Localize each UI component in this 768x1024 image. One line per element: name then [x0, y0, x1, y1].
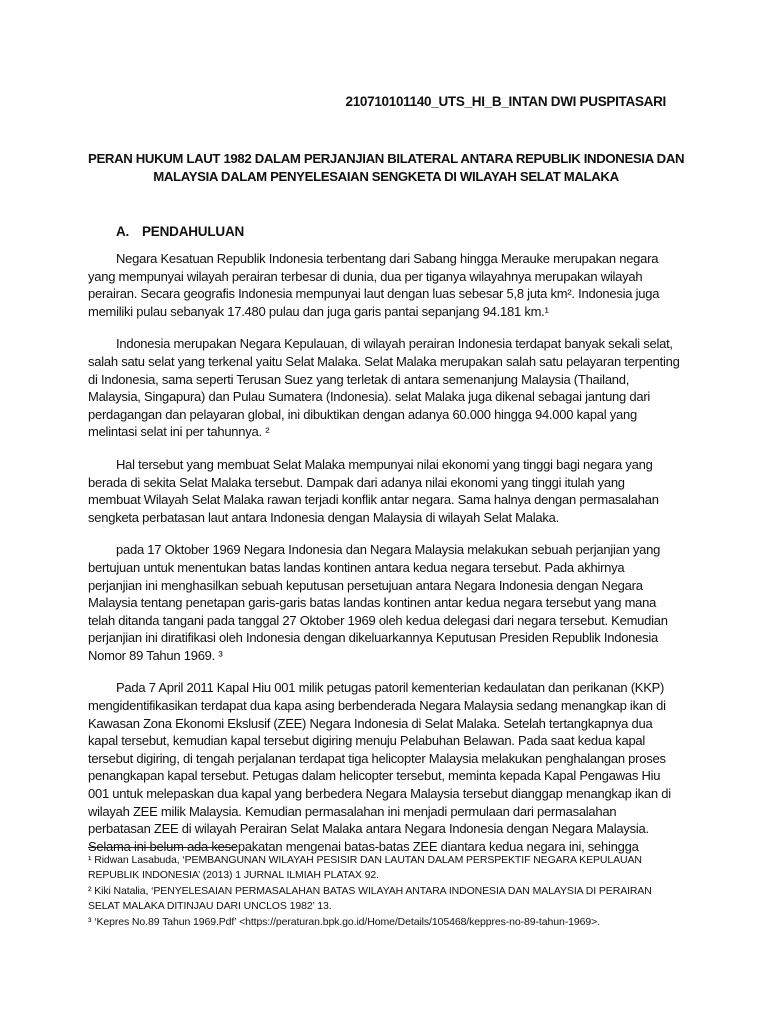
text-line: bertujuan untuk menentukan batas landas kontinen antara kedua negara tersebut. Pada akhirnya	[88, 559, 625, 575]
text-line: melintasi selat ini per tahunnya. ²	[88, 424, 270, 440]
text-line: mengidentifikasikan terdapat dua kapa asing berbenderada Negara Malaysia sedang menangkap ikan di	[88, 698, 666, 714]
author-header: 210710101140_UTS_HI_B_INTAN DWI PUSPITASARI	[345, 94, 666, 109]
text-line: perairan. Secara geografis Indonesia mempunyai laut dengan luas sebesar 5,8 juta km². Indonesia juga	[88, 286, 660, 302]
text-line: Negara Kesatuan Republik Indonesia terbentang dari Sabang hingga Merauke merupakan negara	[116, 251, 659, 266]
section-label: PENDAHULUAN	[142, 224, 245, 239]
footnote-line: REPUBLIK INDONESIA’ (2013) 1 JURNAL ILMIAH PLATAX 92.	[88, 869, 379, 882]
footnote-line: ³ ‘Kepres No.89 Tahun 1969.Pdf’ <https://peraturan.bpk.go.id/Home/Details/105468/keppres-no-89-tahun-1969>.	[88, 915, 600, 928]
paragraph	[88, 679, 688, 855]
text-line: Pada 7 April 2011 Kapal Hiu 001 milik petugas patoril kementerian kedaulatan dan perikanan (KKP)	[116, 680, 665, 696]
text-line: pada 17 Oktober 1969 Negara Indonesia dan Negara Malaysia melakukan sebuah perjanjian yang	[116, 542, 661, 558]
paragraph	[88, 541, 688, 664]
title-line: PERAN HUKUM LAUT 1982 DALAM PERJANJIAN BILATERAL ANTARA REPUBLIK INDONESIA DAN	[88, 151, 685, 166]
text-line: 001 untuk melepaskan dua kapal yang berbedera Negara Malaysia tersebut dianggap menangkap ikan di	[88, 786, 671, 802]
text-line: Selama ini belum ada kesepakatan mengenai batas-batas ZEE diantara kedua negara ini, sehingga	[88, 838, 639, 854]
document-title	[88, 150, 684, 186]
paragraph	[88, 250, 688, 320]
text-line: perdagangan dan pelayaran global, ini dibuktikan dengan adanya 60.000 hingga 94.000 kapal yang	[88, 406, 637, 422]
text-line: Kawasan Zona Ekonomi Ekslusif (ZEE) Negara Indonesia di Selat Malaka. Setelah tertangkapnya dua	[88, 715, 653, 731]
footnote-line: ¹ Ridwan Lasabuda, ‘PEMBANGUNAN WILAYAH PESISIR DAN LAUTAN DALAM PERSPEKTIF NEGARA KEPULAUAN	[88, 854, 642, 866]
text-line: wilayah ZEE milik Malaysia. Kemudian permasalahan ini menjadi permulaan dari permasalahan	[88, 803, 617, 819]
text-line: penangkapan kapal tersebut. Petugas dalam helicopter tersebut, meminta kepada Kapal Pengawas Hiu	[88, 768, 661, 784]
paragraph	[88, 456, 688, 526]
text-line: telah ditanda tangani pada tanggal 27 Oktober 1969 oleh kedua delegasi dari negara tersebut. Kemudian	[88, 612, 668, 628]
text-line: yang mempunyai wilayah perairan terbesar di dunia, dua per tiganya wilayahnya merupakan wilayah	[88, 268, 643, 284]
text-line: salah satu selat yang terkenal yaitu Selat Malaka. Selat Malaka merupakan salah satu pelayaran terpenting	[88, 353, 680, 369]
text-line: Indonesia merupakan Negara Kepulauan, di wilayah perairan Indonesia terdapat banyak sekali selat,	[116, 336, 673, 352]
title-line: MALAYSIA DALAM PENYELESAIAN SENGKETA DI WILAYAH SELAT MALAKA	[153, 169, 619, 184]
text-line: berada di sekita Selat Malaka tersebut. Dampak dari adanya nilai ekonomi yang tinggi itulah yang	[88, 474, 625, 490]
text-line: di Indonesia, sama seperti Terusan Suez yang terletak di antara semenanjung Malaysia (Thailand,	[88, 371, 630, 387]
text-line: perjanjian ini menghasilkan sebuah keputusan persetujuan antara Negara Indonesia dengan Negara	[88, 577, 643, 593]
text-line: membuat Wilayah Selat Malaka rawan terjadi konflik antar negara. Sama halnya dengan permasalahan	[88, 492, 659, 508]
text-line: Nomor 89 Tahun 1969. ³	[88, 647, 223, 663]
footnote-line: SELAT MALAKA DITINJAU DARI UNCLOS 1982’ 13.	[88, 900, 332, 913]
text-line: Malaysia, Singapura) dan Pulau Sumatera (Indonesia). selat Malaka juga dikenal sebagai jantung dari	[88, 389, 651, 405]
footnotes	[88, 853, 688, 930]
paragraph	[88, 335, 688, 441]
text-line: tersebut digiring, di tengah perjalanan terdapat tiga helicopter Malaysia melakukan penghalangan proses	[88, 750, 666, 766]
text-line: perbatasan ZEE di wilayah Perairan Selat Malaka antara Negara Indonesia dengan Negara Malaysia.	[88, 821, 649, 837]
text-line: perjanjian ini diratifikasi oleh Indonesia dengan dikeluarkannya Keputusan Presiden Republik Indonesia	[88, 630, 659, 646]
footnote-divider	[88, 847, 236, 848]
section-heading	[116, 224, 244, 239]
text-line: Hal tersebut yang membuat Selat Malaka mempunyai nilai ekonomi yang tinggi bagi negara yang	[116, 456, 653, 472]
text-line: sengketa perbatasan laut antara Indonesia dengan Malaysia di wilayah Selat Malaka.	[88, 509, 559, 525]
body-text	[88, 250, 688, 870]
section-number: A.	[116, 224, 130, 239]
footnote-line: ² Kiki Natalia, ‘PENYELESAIAN PERMASALAHAN BATAS WILAYAH ANTARA INDONESIA DAN MALAYSIA DI PERAIRAN	[88, 884, 652, 897]
text-line: Malaysia tentang penetapan garis-garis batas landas kontinen antar kedua negara tersebut yang mana	[88, 595, 657, 611]
text-line: memiliki pulau sebanyak 17.480 pulau dan juga garis pantai sepanjang 94.181 km.¹	[88, 303, 549, 319]
text-line: kapal tersebut, kemudian kapal tersebut digiring menuju Pelabuhan Belawan. Pada saat kedua kapal	[88, 733, 646, 749]
